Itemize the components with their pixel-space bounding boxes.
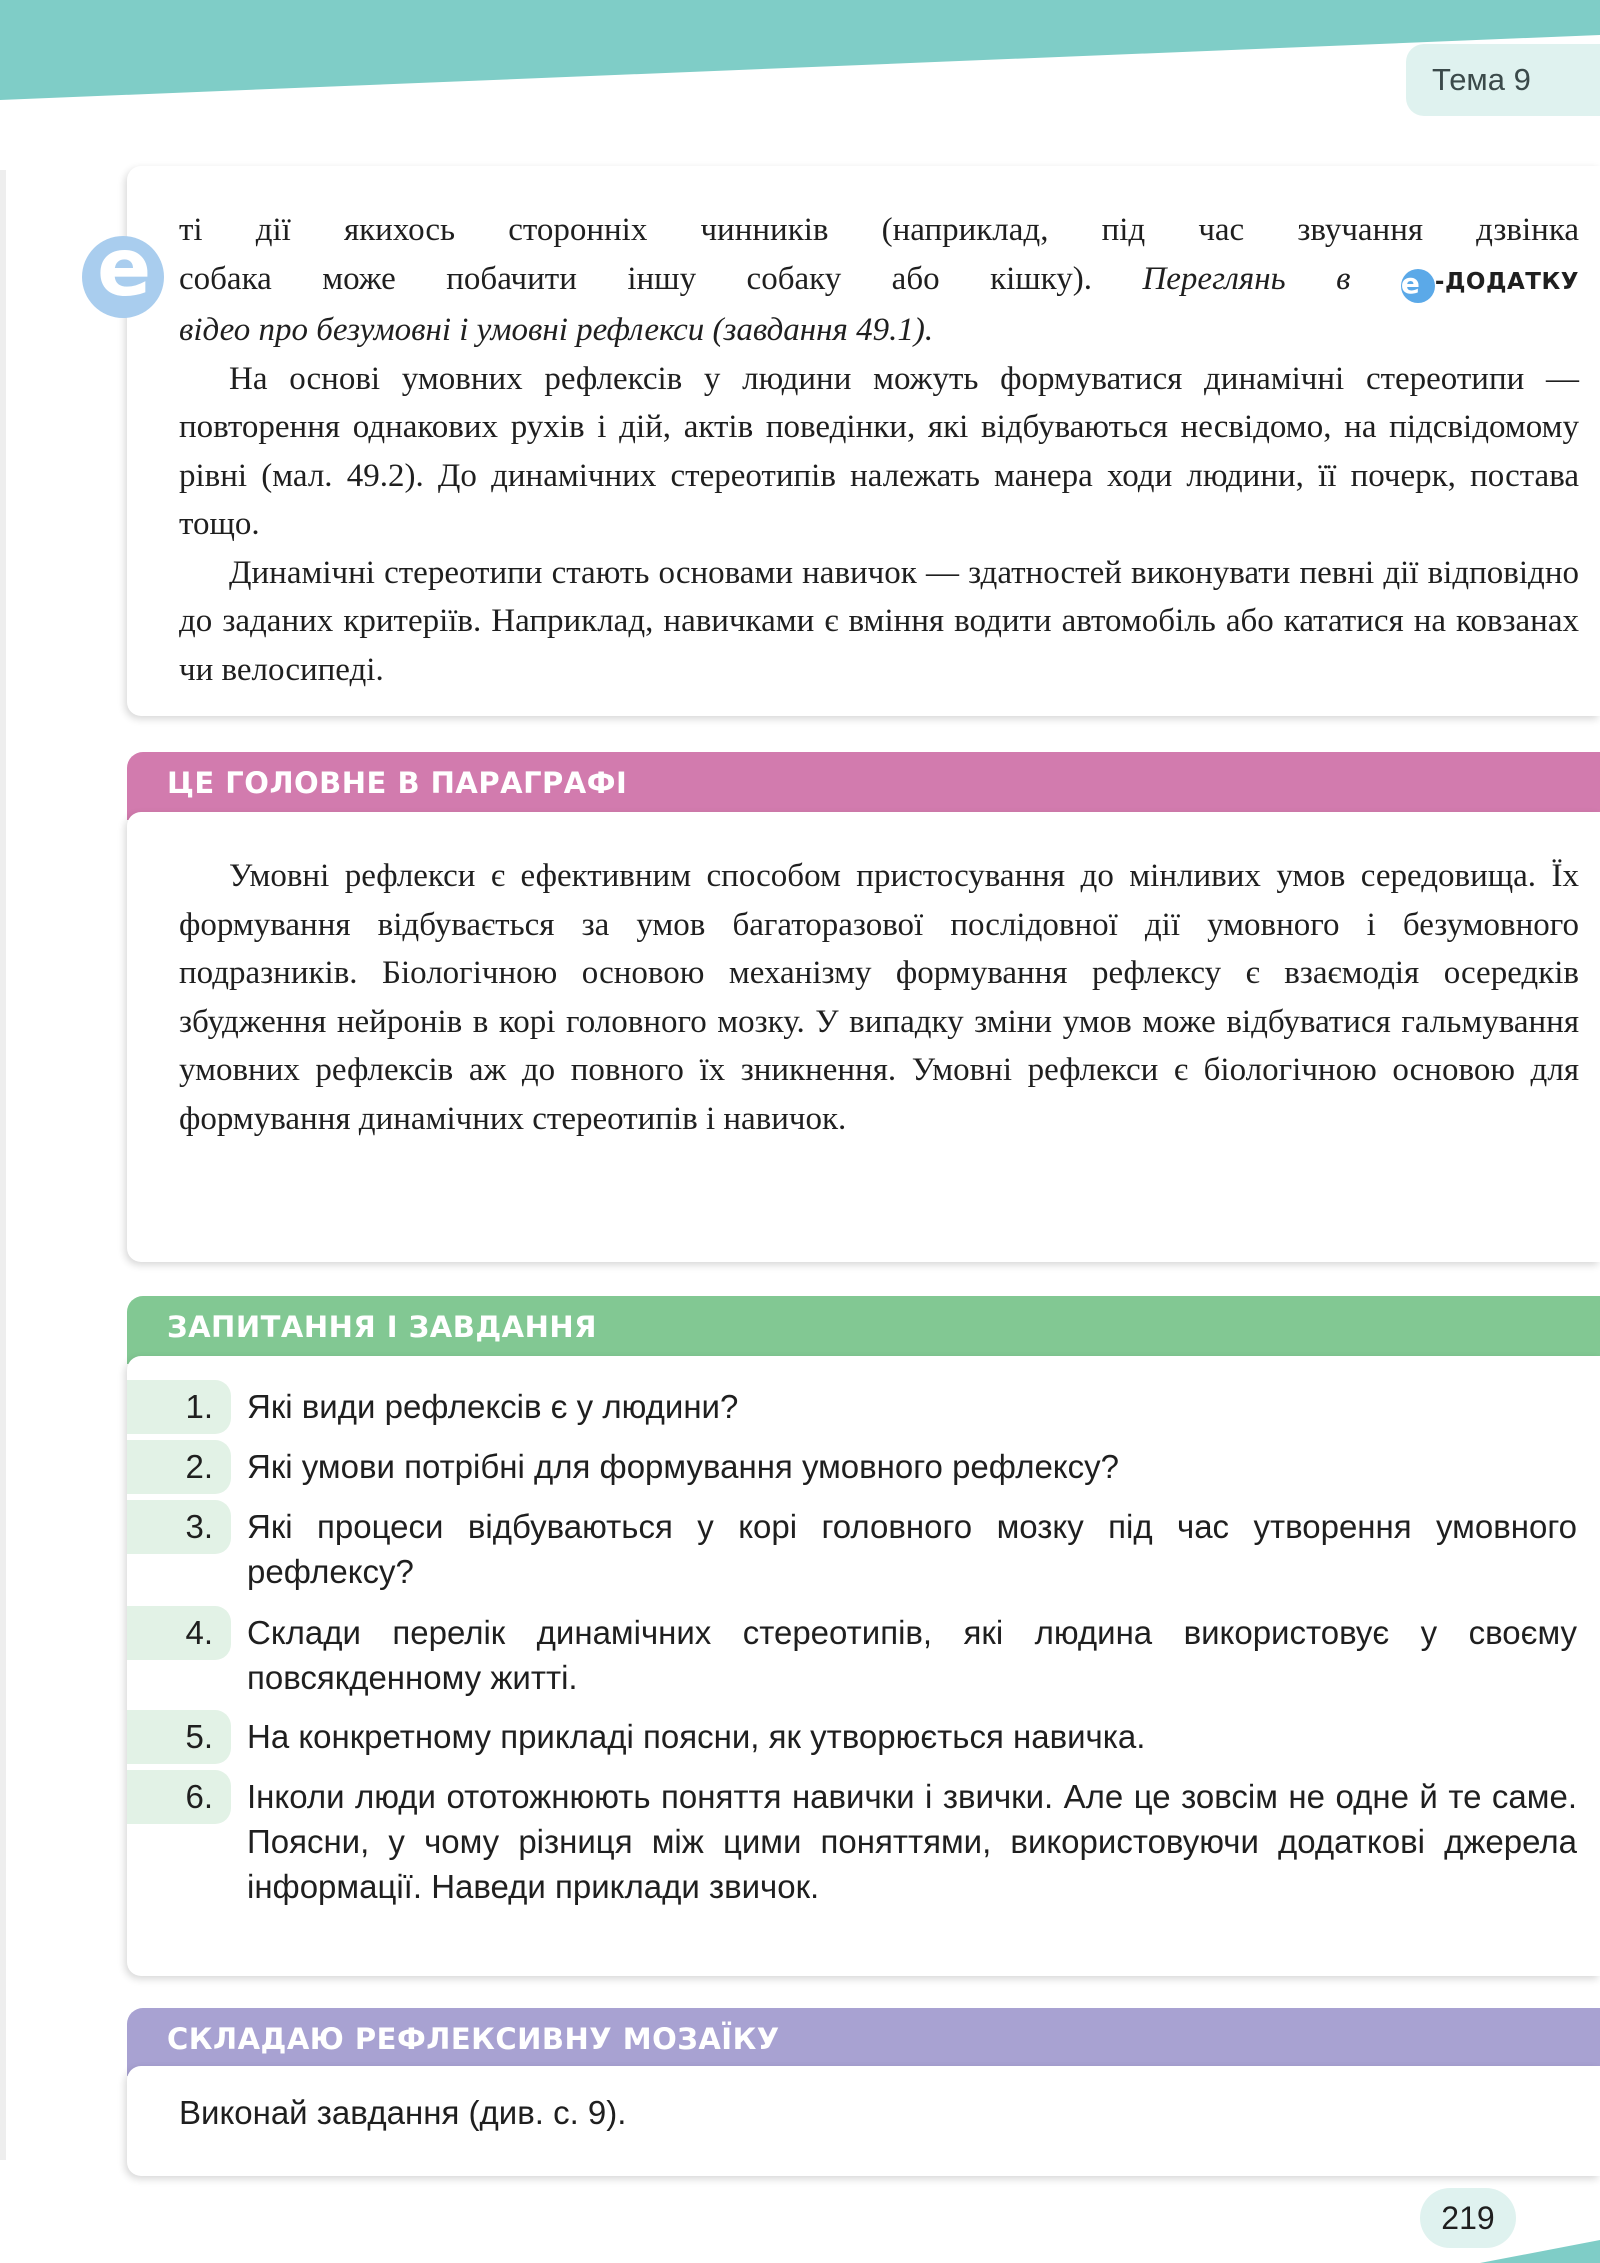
e-addon-label[interactable]: -ДОДАТКУ: [1434, 268, 1579, 295]
main-section-card: [127, 812, 1600, 1262]
question-text: Склади перелік динамічних стереотипів, які людина використовує у своєму повсякденному житті.: [247, 1614, 1577, 1696]
intro-line-3-italic: відео про безумовні і умовні рефлекси (завдання 49.1).: [179, 312, 934, 348]
question-text: На конкретному прикладі поясни, як утворюється навичка.: [247, 1718, 1146, 1755]
question-number: 1.: [127, 1380, 231, 1434]
intro-paragraph-2: На основі умовних рефлексів у людини можуть формуватися динамічні стереотипи — повторення однакових рухів і дій, актів поведінки, які відбуваються несвідомо, на підсвідомому рівні (мал. 49.2). До динамічних стереотипів належать манера ходи людини, її почерк, постава тощо.: [179, 360, 1579, 542]
mosaic-text: Виконай завдання (див. с. 9).: [179, 2094, 627, 2131]
intro-line-2: [179, 255, 1579, 307]
questions-section-header: ЗАПИТАННЯ І ЗАВДАННЯ: [127, 1296, 1600, 1364]
mosaic-section-header: СКЛАДАЮ РЕФЛЕКСИВНУ МОЗАЇКУ: [127, 2008, 1600, 2076]
page-number: 219: [1420, 2188, 1516, 2248]
intro-paragraph-3: Динамічні стереотипи стають основами навичок — здатностей виконувати певні дії відповідно до заданих критеріїв. Наприклад, навичками є вміння водити автомобіль або кататися на ковзанах чи велосипеді.: [179, 554, 1579, 688]
e-addon-icon[interactable]: e: [1401, 269, 1435, 303]
left-margin-rule: [0, 170, 6, 2160]
main-section-header: ЦЕ ГОЛОВНЕ В ПАРАГРАФІ: [127, 752, 1600, 820]
question-text: Які умови потрібні для формування умовного рефлексу?: [247, 1448, 1119, 1485]
e-resource-badge-icon: e: [82, 236, 164, 318]
intro-line-1: ті дії якихось сторонніх чинників (наприклад, під час звучання дзвінка: [179, 212, 1579, 248]
question-text: Інколи люди ототожнюють поняття навички і звички. Але це зовсім не одне й те саме. Поясни, у чому різниця між цими поняттями, використовуючи додаткові джерела інформації. Наведи приклади звичок.: [247, 1778, 1577, 1905]
mosaic-card: [127, 2066, 1600, 2176]
question-text: Які процеси відбуваються у корі головного мозку під час утворення умовного рефлексу?: [247, 1508, 1577, 1590]
questions-card: [127, 1356, 1600, 1976]
intro-line-2-italic: Переглянь в: [1142, 260, 1401, 297]
question-number: 2.: [127, 1440, 231, 1494]
question-number: 4.: [127, 1606, 231, 1660]
question-number: 6.: [127, 1770, 231, 1824]
top-decorative-band: [0, 0, 1600, 110]
intro-text-card: [127, 166, 1600, 716]
question-text: Які види рефлексів є у людини?: [247, 1388, 739, 1425]
intro-line-2-text: собака може побачити іншу собаку або кішку).: [179, 260, 1143, 297]
question-number: 3.: [127, 1500, 231, 1554]
intro-line-3: [179, 306, 1579, 355]
main-section-text: Умовні рефлекси є ефективним способом пристосування до мінливих умов середовища. Їх формування відбувається за умов багаторазової послідовної дії умовного і безумовного подразників. Біологічною основою механізму формування рефлексу є взаємодія осередків збудження нейронів в корі головного мозку. У випадку зміни умов може відбуватися гальмування умовних рефлексів аж до повного їх зникнення. Умовні рефлекси є біологічною основою для формування динамічних стереотипів і навичок.: [179, 858, 1579, 1137]
topic-label: Тема 9: [1406, 44, 1600, 116]
question-number: 5.: [127, 1710, 231, 1764]
bottom-decorative-band: [1480, 2210, 1600, 2263]
